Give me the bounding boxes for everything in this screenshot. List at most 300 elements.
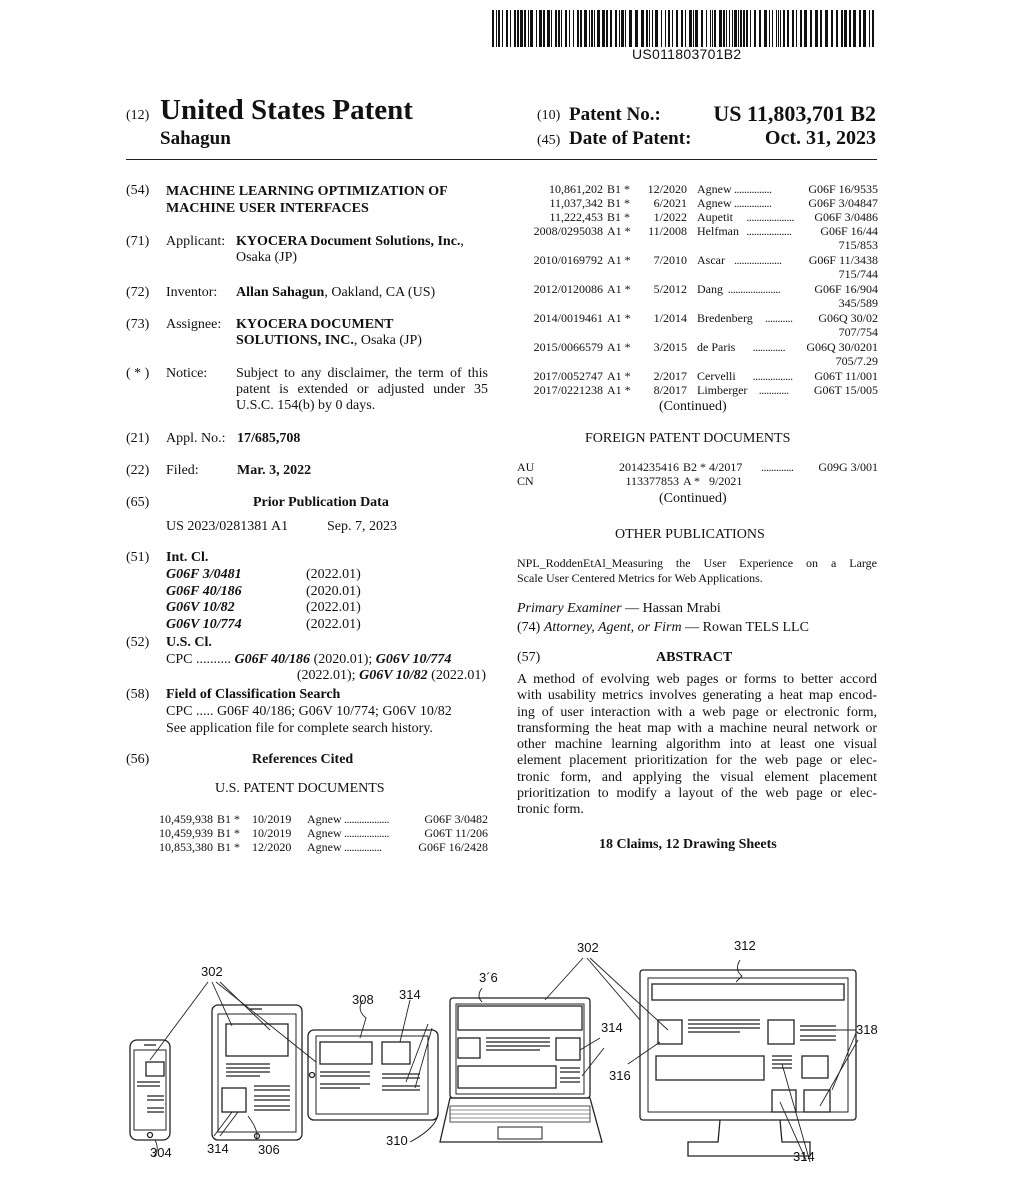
reference-name: de Paris <box>697 340 736 354</box>
reference-row <box>0 840 488 854</box>
barcode-bar <box>859 10 861 47</box>
us-cl-cpc-line1 <box>166 652 451 668</box>
barcode-bar <box>844 10 847 47</box>
barcode-bar <box>820 10 822 47</box>
filed-label: Filed: <box>166 463 199 478</box>
barcode-bar <box>841 10 843 47</box>
barcode-bar <box>584 10 587 47</box>
attorney-line <box>517 620 809 636</box>
applicant-location: Osaka (JP) <box>236 250 298 265</box>
int-cl-row <box>166 567 406 584</box>
barcode-bar <box>729 10 730 47</box>
barcode-bar <box>853 10 856 47</box>
reference-class: G06Q 30/0201 <box>806 340 878 354</box>
reference-date: 2/2017 <box>653 369 687 383</box>
barcode-bar <box>551 10 552 47</box>
field-search-note: See application file for complete search history. <box>166 721 433 736</box>
reference-subclass-row <box>0 267 878 281</box>
barcode-bar <box>573 10 574 47</box>
int-cl-list <box>166 567 406 633</box>
reference-dots: ................ <box>752 369 793 383</box>
barcode-bar <box>528 10 529 47</box>
barcode-bar <box>872 10 874 47</box>
cpc-version-1: (2020.01); <box>313 652 373 667</box>
int-cl-version: (2022.01) <box>306 567 361 582</box>
reference-kind: B1 * <box>217 826 241 840</box>
applicant-label: Applicant: <box>166 234 226 249</box>
field-51-code: (51) <box>126 550 150 565</box>
patent-title: United States Patent <box>160 94 413 126</box>
barcode-bar <box>547 10 550 47</box>
appl-no-value: 17/685,708 <box>237 431 301 446</box>
inventor-value <box>236 285 435 301</box>
reference-number: 2014/0019461 <box>533 311 603 325</box>
barcode-bar <box>536 10 537 47</box>
reference-dots: ................... <box>734 253 782 267</box>
barcode-bar <box>780 10 781 47</box>
label-308: 308 <box>352 992 374 1007</box>
reference-dots: .................. <box>344 812 389 826</box>
reference-name: Helfman <box>697 224 739 238</box>
abstract-line: transforming the heat map with a machine neural network or <box>517 720 877 736</box>
continued-2[interactable]: (Continued) <box>659 491 727 506</box>
barcode-bar <box>706 10 707 47</box>
assignee-name-line1: KYOCERA DOCUMENT <box>236 317 394 332</box>
barcode-bar <box>665 10 666 47</box>
assignee-value <box>236 317 422 349</box>
label-314-laptop: 314 <box>601 1020 623 1035</box>
reference-row <box>0 812 488 826</box>
barcode-bar <box>738 10 739 47</box>
barcode-bar <box>496 10 497 47</box>
npl-line1: NPL_RoddenEtAl_Measuring the User Experience on a Large <box>517 556 877 570</box>
barcode-bar <box>602 10 605 47</box>
barcode-bar <box>555 10 557 47</box>
claims-summary: 18 Claims, 12 Drawing Sheets <box>599 837 777 852</box>
reference-subclass: 705/7.29 <box>835 354 878 368</box>
barcode-bar <box>740 10 742 47</box>
reference-kind: B1 * <box>607 182 631 196</box>
abstract-code: (57) <box>517 650 541 665</box>
barcode-bar <box>800 10 802 47</box>
barcode-bar <box>734 10 737 47</box>
barcode-bar <box>776 10 777 47</box>
label-312: 312 <box>734 938 756 953</box>
reference-dots: ..................... <box>727 282 781 296</box>
label-302-right: 302 <box>577 940 599 955</box>
header-code-45: (45) <box>537 133 561 148</box>
reference-date: 11/2008 <box>648 224 687 238</box>
barcode-bar <box>825 10 828 47</box>
reference-class: G06F 16/9535 <box>808 182 878 196</box>
label-314-tablet: 314 <box>399 987 421 1002</box>
field-52-code: (52) <box>126 635 150 650</box>
abstract-line: ing of user interaction with a web page or electronic form, <box>517 704 877 720</box>
barcode-bar <box>641 10 644 47</box>
reference-kind: A1 * <box>607 383 631 397</box>
barcode-bar <box>792 10 794 47</box>
reference-name: Ascar <box>697 253 725 267</box>
us-cl-cpc-line2 <box>297 668 486 684</box>
barcode-bar <box>606 10 608 47</box>
reference-row <box>0 826 488 840</box>
int-cl-version: (2022.01) <box>306 600 361 615</box>
reference-number: 2010/0169792 <box>533 253 603 267</box>
assignee-label: Assignee: <box>166 317 222 332</box>
reference-dots: ........... <box>765 311 793 325</box>
cpc-version-2: (2022.01); <box>296 668 356 683</box>
inventor-name: Allan Sahagun <box>236 285 325 300</box>
field-22-code: (22) <box>126 463 150 478</box>
barcode-bar <box>520 10 523 47</box>
representative-drawing <box>120 930 890 1175</box>
barcode-bar <box>712 10 713 47</box>
foreign-kind: B2 * <box>683 460 707 474</box>
label-314-monitor: 314 <box>793 1149 815 1164</box>
barcode-bar <box>701 10 703 47</box>
foreign-date: 4/2017 <box>709 460 743 474</box>
field-73-code: (73) <box>126 317 150 332</box>
assignee-location: , Osaka (JP) <box>353 333 422 348</box>
reference-kind: A1 * <box>607 340 631 354</box>
field-71-code: (71) <box>126 234 150 249</box>
reference-dots: ............... <box>344 840 382 854</box>
cpc-version-3: (2022.01) <box>431 668 486 683</box>
reference-date: 1/2014 <box>653 311 687 325</box>
reference-subclass: 345/589 <box>838 296 878 310</box>
reference-class: G06F 11/3438 <box>808 253 878 267</box>
primary-examiner <box>517 601 721 617</box>
cpc-class-1: G06F 40/186 <box>234 652 311 667</box>
abstract-line: element placement prioritization for the web page or elec- <box>517 753 877 769</box>
barcode-bar <box>831 10 833 47</box>
reference-kind: B1 * <box>217 812 241 826</box>
barcode-bar <box>815 10 818 47</box>
barcode-bar <box>746 10 748 47</box>
reference-kind: B1 * <box>607 210 631 224</box>
abstract-line: A method of evolving web pages or forms to better accord <box>517 672 877 687</box>
foreign-country: CN <box>517 474 534 488</box>
phone-drawing <box>130 1040 170 1140</box>
barcode-bar <box>577 10 579 47</box>
reference-number: 2008/0295038 <box>533 224 603 238</box>
int-cl-class: G06V 10/82 <box>166 600 235 615</box>
barcode-bar <box>543 10 545 47</box>
barcode-bar <box>787 10 789 47</box>
field-65-code: (65) <box>126 495 150 510</box>
barcode-bar <box>539 10 542 47</box>
reference-name: Limberger <box>697 383 748 397</box>
barcode-bar <box>594 10 595 47</box>
notice-code: ( * ) <box>126 366 150 381</box>
barcode-bar <box>783 10 785 47</box>
reference-name: Agnew <box>307 826 342 840</box>
reference-name: Aupetit <box>697 210 733 224</box>
foreign-country: AU <box>517 460 535 474</box>
reference-date: 1/2022 <box>653 210 687 224</box>
invention-title <box>166 183 448 217</box>
field-54-code: (54) <box>126 183 150 198</box>
field-search-cpc: CPC ..... G06F 40/186; G06V 10/774; G06V 10/82 <box>166 704 452 719</box>
reference-class: G06T 11/001 <box>814 369 878 383</box>
reference-date: 3/2015 <box>653 340 687 354</box>
appl-no-label: Appl. No.: <box>166 431 226 446</box>
foreign-number: 2014235416 <box>619 460 679 474</box>
barcode-bar <box>514 10 516 47</box>
abstract-line: tronic form, and applying the visual element placement <box>517 769 877 785</box>
barcode-bar <box>743 10 745 47</box>
reference-date: 12/2020 <box>252 840 292 854</box>
abstract-line: other machine learning algorithm into at least one visual <box>517 737 877 753</box>
label-306: 306 <box>258 1142 280 1157</box>
reference-name: Dang <box>697 282 723 296</box>
field-72-code: (72) <box>126 285 150 300</box>
foreign-number: 113377853 <box>625 474 679 488</box>
foreign-dots: ............. <box>761 460 794 474</box>
reference-class: G06T 11/206 <box>424 826 488 840</box>
barcode-bar <box>580 10 582 47</box>
barcode-bar <box>726 10 727 47</box>
patent-number: US 11,803,701 B2 <box>713 101 876 126</box>
reference-dots: .................. <box>746 224 792 238</box>
barcode-bar <box>681 10 683 47</box>
invention-title-line1: MACHINE LEARNING OPTIMIZATION OF <box>166 184 448 199</box>
foreign-date: 9/2021 <box>709 474 743 488</box>
reference-subclass-row <box>0 325 878 339</box>
barcode-bar <box>668 10 670 47</box>
int-cl-class: G06V 10/774 <box>166 616 242 632</box>
filed-value: Mar. 3, 2022 <box>237 463 312 478</box>
barcode-bar <box>695 10 698 47</box>
reference-subclass-row <box>0 354 878 368</box>
abstract-heading: ABSTRACT <box>656 650 733 665</box>
barcode-bar <box>597 10 600 47</box>
barcode-bar <box>610 10 612 47</box>
reference-number: 2012/0120086 <box>533 282 603 296</box>
header-code-12: (12) <box>126 108 150 123</box>
barcode-bar <box>764 10 767 47</box>
barcode-bar <box>625 10 626 47</box>
notice-label: Notice: <box>166 366 208 381</box>
barcode-bar <box>561 10 562 47</box>
reference-date: 10/2019 <box>252 812 292 826</box>
attorney-name: — Rowan TELS LLC <box>685 620 809 635</box>
reference-class: G06F 3/04847 <box>808 196 878 210</box>
abstract-line: with usability metrics involves generating a heat map encod- <box>517 688 877 704</box>
barcode-bar <box>615 10 617 47</box>
reference-subclass-row <box>0 296 878 310</box>
barcode-bar <box>524 10 526 47</box>
barcode-number: US011803701B2 <box>632 46 742 62</box>
notice-text <box>236 366 488 414</box>
patent-date: Oct. 31, 2023 <box>764 127 876 149</box>
prior-pub-number: US 2023/0281381 A1 <box>166 519 289 534</box>
reference-dots: .................. <box>344 826 389 840</box>
reference-name: Agnew <box>697 182 732 196</box>
laptop-drawing <box>440 998 602 1142</box>
notice-line2: patent is extended or adjusted under 35 <box>236 382 488 397</box>
barcode-bar <box>492 10 494 47</box>
abstract-line: prioritization to modify a layout of the web page or elec- <box>517 786 877 802</box>
reference-class: G06T 15/005 <box>813 383 878 397</box>
reference-class: G06F 16/904 <box>814 282 878 296</box>
inventor-surname: Sahagun <box>160 128 231 149</box>
barcode-bar <box>693 10 694 47</box>
barcode-bar <box>506 10 508 47</box>
field-21-code: (21) <box>126 431 150 446</box>
reference-class: G06F 16/44 <box>820 224 878 238</box>
foreign-kind: A * <box>683 474 701 488</box>
barcode-bar <box>569 10 570 47</box>
barcode-bar <box>589 10 590 47</box>
barcode-bar <box>655 10 658 47</box>
abstract-line: tronic form. <box>517 802 584 818</box>
barcode-bar <box>685 10 686 47</box>
barcode-bar <box>661 10 662 47</box>
barcode-bar <box>836 10 838 47</box>
reference-kind: B1 * <box>217 840 241 854</box>
reference-row <box>0 210 878 224</box>
reference-number: 10,459,938 <box>159 812 213 826</box>
header-rule <box>126 159 877 160</box>
foreign-reference-row <box>0 474 743 488</box>
barcode-bar <box>565 10 567 47</box>
reference-row <box>0 224 878 238</box>
attorney-code: (74) <box>517 620 541 635</box>
reference-subclass: 707/754 <box>838 325 878 339</box>
barcode-bar <box>796 10 797 47</box>
reference-name: Agnew <box>307 812 342 826</box>
foreign-class: G09G 3/001 <box>818 460 878 474</box>
barcode-bar <box>619 10 620 47</box>
barcode-bar <box>772 10 773 47</box>
barcode-bar <box>810 10 812 47</box>
notice-line1: Subject to any disclaimer, the term of this <box>236 366 488 381</box>
reference-kind: A1 * <box>607 224 631 238</box>
reference-dots: ............... <box>734 196 772 210</box>
barcode-bar <box>714 10 716 47</box>
reference-number: 10,853,380 <box>159 840 213 854</box>
reference-number: 11,037,342 <box>549 196 603 210</box>
reference-date: 6/2021 <box>653 196 687 210</box>
reference-class: G06Q 30/02 <box>818 311 878 325</box>
assignee-name-line2: SOLUTIONS, INC. <box>236 333 354 348</box>
barcode-bar <box>629 10 632 47</box>
field-56-code: (56) <box>126 752 150 767</box>
barcode-bar <box>502 10 503 47</box>
reference-kind: A1 * <box>607 282 631 296</box>
barcode-bar <box>759 10 761 47</box>
references-heading: References Cited <box>252 752 354 767</box>
prior-pub-date: Sep. 7, 2023 <box>327 519 397 534</box>
barcode-bar <box>689 10 692 47</box>
reference-kind: A1 * <box>607 311 631 325</box>
barcode-bar <box>621 10 624 47</box>
barcode-bar <box>517 10 519 47</box>
reference-kind: A1 * <box>607 253 631 267</box>
invention-title-line2: MACHINE USER INTERFACES <box>166 201 369 216</box>
reference-date: 12/2020 <box>647 182 687 196</box>
cpc-class-3: G06V 10/82 <box>359 668 428 683</box>
reference-date: 10/2019 <box>252 826 292 840</box>
barcode-bar <box>558 10 560 47</box>
other-pubs-heading: OTHER PUBLICATIONS <box>615 527 765 542</box>
continued-1[interactable]: (Continued) <box>659 399 727 414</box>
reference-kind: A1 * <box>607 369 631 383</box>
inventor-location: , Oakland, CA (US) <box>324 285 436 300</box>
label-314-bottom: 314 <box>207 1141 229 1156</box>
reference-name: Agnew <box>307 840 342 854</box>
int-cl-version: (2020.01) <box>306 583 361 599</box>
field-58-code: (58) <box>126 687 150 702</box>
barcode-bar <box>498 10 500 47</box>
reference-number: 10,459,939 <box>159 826 213 840</box>
barcode-bar <box>652 10 653 47</box>
monitor-drawing <box>640 970 856 1156</box>
barcode-bar <box>530 10 533 47</box>
int-cl-class: G06F 3/0481 <box>166 567 242 582</box>
cpc-class-2: G06V 10/774 <box>375 652 452 667</box>
barcode-bar <box>591 10 593 47</box>
reference-dots: ................... <box>746 210 794 224</box>
reference-number: 2017/0221238 <box>533 383 603 397</box>
int-cl-class: G06F 40/186 <box>166 583 242 599</box>
notice-line3: U.S.C. 154(b) by 0 days. <box>236 398 376 413</box>
prior-pub-heading: Prior Publication Data <box>253 495 389 510</box>
barcode-bar <box>869 10 870 47</box>
applicant-name: KYOCERA Document Solutions, Inc. <box>236 234 461 249</box>
barcode-bar <box>672 10 673 47</box>
barcode-bar <box>769 10 770 47</box>
barcode-bar <box>635 10 638 47</box>
us-cl-label: U.S. Cl. <box>166 635 212 650</box>
reference-number: 10,861,202 <box>549 182 603 196</box>
reference-kind: B1 * <box>607 196 631 210</box>
reference-dots: ............... <box>734 182 772 196</box>
foreign-docs-heading: FOREIGN PATENT DOCUMENTS <box>585 431 791 446</box>
int-cl-row <box>166 600 406 617</box>
reference-number: 2017/0052747 <box>533 369 603 383</box>
barcode-bar <box>849 10 851 47</box>
label-316-laptop: 3´6 <box>479 970 498 985</box>
tablet-portrait-drawing <box>212 1005 302 1140</box>
barcode-bar <box>676 10 678 47</box>
reference-name: Cervelli <box>697 369 736 383</box>
reference-number: 11,222,453 <box>549 210 603 224</box>
barcode-bar <box>804 10 807 47</box>
label-302-left: 302 <box>201 964 223 979</box>
barcode-bar <box>754 10 756 47</box>
us-patent-docs-heading: U.S. PATENT DOCUMENTS <box>215 781 385 796</box>
reference-class: G06F 3/0486 <box>814 210 878 224</box>
reference-number: 2015/0066579 <box>533 340 603 354</box>
barcode-bar <box>649 10 650 47</box>
header-code-10: (10) <box>537 108 561 123</box>
examiner-label: Primary Examiner <box>517 601 622 616</box>
field-search-label: Field of Classification Search <box>166 687 341 702</box>
label-318: 318 <box>856 1022 878 1037</box>
barcode-image <box>492 10 877 47</box>
barcode-bar <box>750 10 751 47</box>
reference-name: Agnew <box>697 196 732 210</box>
int-cl-label: Int. Cl. <box>166 550 209 565</box>
npl-citation <box>517 556 877 586</box>
leader-lines <box>150 958 858 1162</box>
barcode-bar <box>863 10 866 47</box>
reference-dots: ............ <box>758 383 789 397</box>
abstract-text <box>517 672 877 819</box>
reference-subclass: 715/744 <box>838 267 878 281</box>
